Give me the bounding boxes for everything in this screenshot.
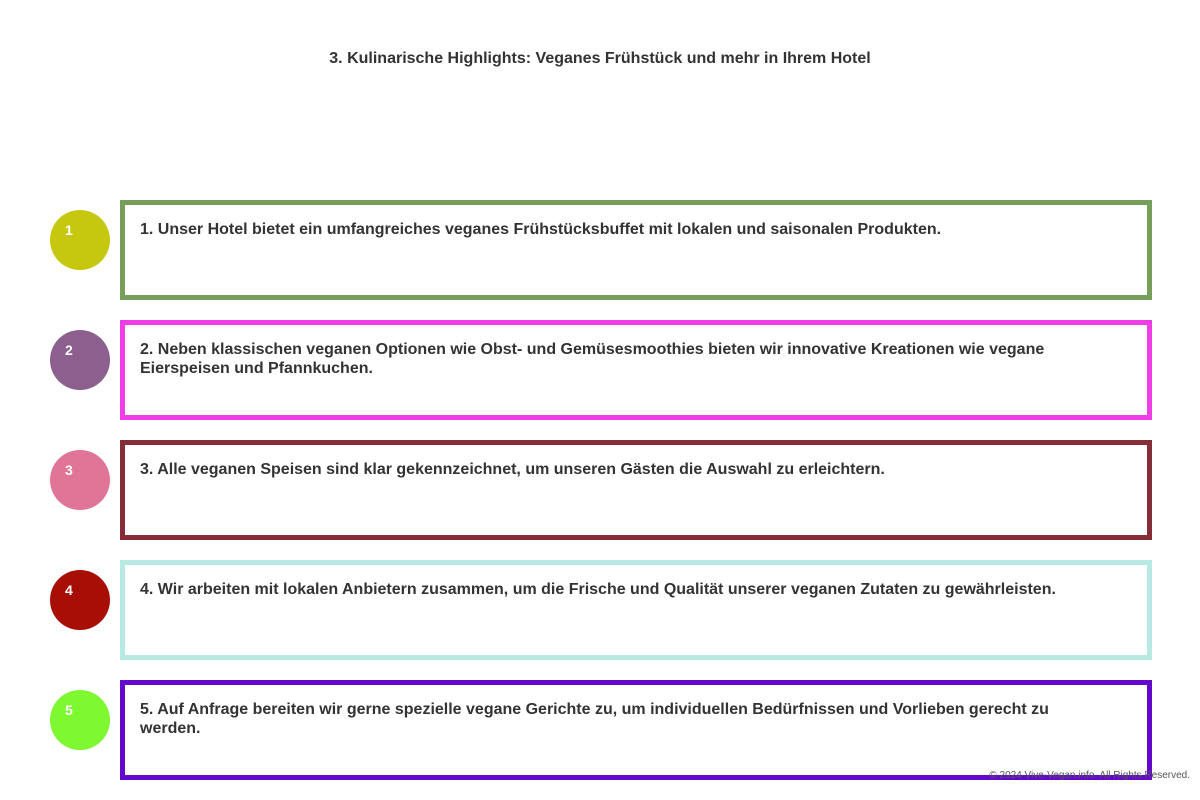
number-badge [50,210,110,270]
page-title: 3. Kulinarische Highlights: Veganes Frühstück und mehr in Ihrem Hotel [329,50,871,67]
item-box [120,200,1152,300]
item-box [120,680,1152,780]
list-item [0,320,1200,420]
number-label: 4 [65,582,73,598]
number-label: 3 [65,462,73,478]
number-badge [50,450,110,510]
list-item [0,440,1200,540]
item-box [120,560,1152,660]
number-badge [50,330,110,390]
item-text: 3. Alle veganen Speisen sind klar gekennzeichnet, um unseren Gästen die Auswahl zu erleichtern. [140,461,885,478]
number-badge [50,690,110,750]
item-box [120,440,1152,540]
list-item [0,680,1200,780]
list-item [0,560,1200,660]
item-text: 4. Wir arbeiten mit lokalen Anbietern zusammen, um die Frische und Qualität unserer veganen Zutaten zu gewährleisten. [140,581,1056,598]
item-box [120,320,1152,420]
number-label: 1 [65,222,73,238]
number-label: 5 [65,702,73,718]
number-label: 2 [65,342,73,358]
list-item [0,200,1200,300]
copyright-footer: © 2024 Vive-Vegan.info. All Rights Reserved. [989,770,1190,781]
item-text: 2. Neben klassischen veganen Optionen wie Obst- und Gemüsesmoothies bieten wir innovative Kreationen wie vegane Eierspeisen und Pfannkuchen. [140,341,1045,377]
item-text: 1. Unser Hotel bietet ein umfangreiches veganes Frühstücksbuffet mit lokalen und saisonalen Produkten. [140,221,942,238]
item-text: 5. Auf Anfrage bereiten wir gerne spezielle vegane Gerichte zu, um individuellen Bedürfnissen und Vorlieben gerecht zu werden. [140,701,1049,737]
number-badge [50,570,110,630]
